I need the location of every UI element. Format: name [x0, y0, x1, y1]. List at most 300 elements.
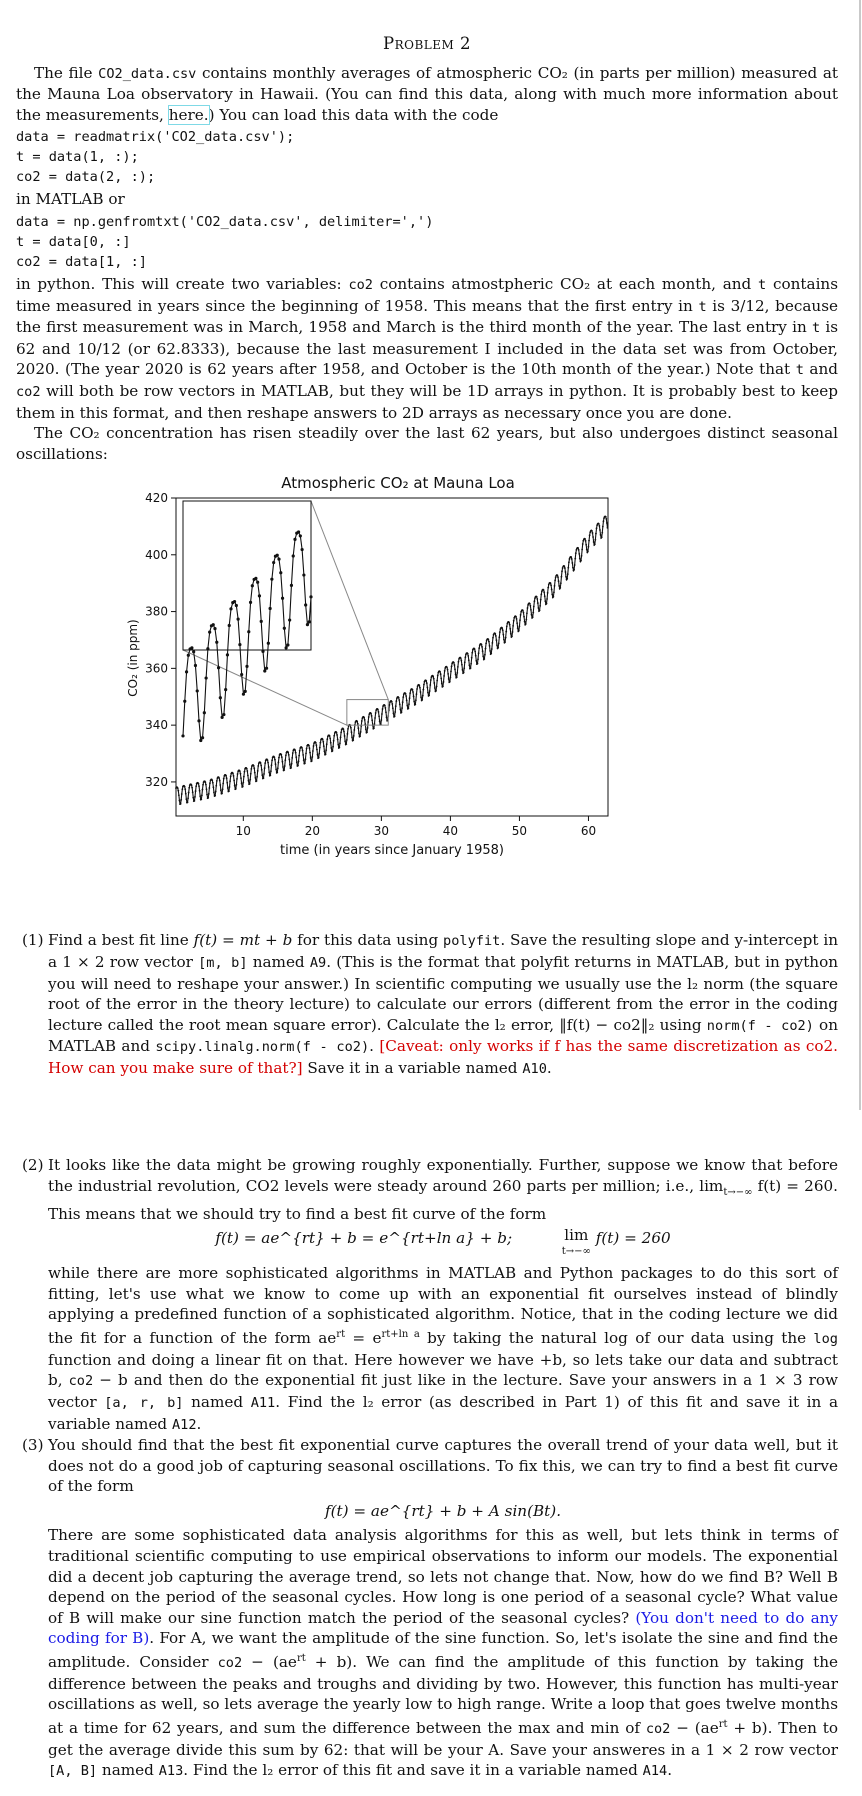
- inset-data-point: [233, 600, 236, 603]
- data-point: [202, 784, 204, 786]
- data-point: [519, 626, 521, 628]
- data-point: [436, 680, 438, 682]
- data-point: [580, 560, 582, 562]
- data-point: [401, 707, 403, 709]
- data-point: [302, 750, 304, 752]
- data-point: [373, 728, 375, 730]
- data-point: [269, 775, 271, 777]
- data-point: [475, 655, 477, 657]
- data-point: [552, 596, 554, 598]
- data-point: [579, 558, 581, 560]
- data-point: [384, 705, 386, 707]
- data-point: [185, 793, 187, 795]
- data-point: [281, 757, 283, 759]
- data-point: [268, 766, 270, 768]
- inset-data-point: [181, 735, 184, 738]
- data-point: [191, 785, 193, 787]
- data-point: [581, 555, 583, 557]
- inset-data-point: [263, 670, 266, 673]
- data-point: [359, 736, 361, 738]
- data-point: [357, 728, 359, 730]
- data-point: [463, 668, 465, 670]
- data-point: [260, 765, 262, 767]
- data-point: [503, 639, 505, 641]
- data-point: [527, 607, 529, 609]
- data-point: [405, 695, 407, 697]
- data-point: [329, 738, 331, 740]
- data-point: [357, 723, 359, 725]
- data-point: [206, 794, 208, 796]
- data-point: [236, 784, 238, 786]
- data-point: [377, 709, 379, 711]
- data-point: [264, 763, 266, 765]
- data-point: [492, 642, 494, 644]
- data-point: [461, 664, 463, 666]
- inset-data-point: [276, 554, 279, 557]
- data-point: [592, 536, 594, 538]
- data-point: [607, 527, 609, 529]
- data-point: [215, 785, 217, 787]
- data-point: [202, 789, 204, 791]
- data-point: [426, 683, 428, 685]
- data-point: [313, 745, 315, 747]
- data-point: [419, 687, 421, 689]
- data-point: [222, 789, 224, 791]
- data-point: [212, 782, 214, 784]
- data-point: [385, 712, 387, 714]
- data-point: [253, 765, 255, 767]
- data-point: [605, 518, 607, 520]
- data-point: [471, 652, 473, 654]
- data-point: [532, 617, 534, 619]
- data-point: [425, 680, 427, 682]
- data-point: [248, 780, 250, 782]
- data-point: [533, 606, 535, 608]
- inset-data-point: [199, 739, 202, 742]
- inset-data-point: [190, 647, 193, 650]
- data-point: [282, 761, 284, 763]
- data-point: [361, 720, 363, 722]
- data-point: [325, 750, 327, 752]
- data-point: [455, 674, 457, 676]
- data-point: [297, 765, 299, 767]
- data-point: [340, 737, 342, 739]
- data-point: [600, 534, 602, 536]
- data-point: [605, 516, 607, 518]
- data-point: [489, 645, 491, 647]
- data-point: [554, 585, 556, 587]
- data-point: [427, 692, 429, 694]
- data-point: [437, 675, 439, 677]
- data-point: [506, 626, 508, 628]
- data-point: [529, 603, 531, 605]
- data-point: [394, 716, 396, 718]
- data-point: [332, 750, 334, 752]
- inset-data-point: [297, 531, 300, 534]
- data-point: [456, 672, 458, 674]
- data-point: [502, 634, 504, 636]
- data-point: [284, 760, 286, 762]
- data-point: [247, 775, 249, 777]
- data-point: [283, 770, 285, 772]
- data-point: [418, 685, 420, 687]
- inset-data-point: [245, 665, 248, 668]
- data-point: [413, 701, 415, 703]
- data-point: [513, 620, 515, 622]
- data-point: [358, 733, 360, 735]
- data-point: [391, 701, 393, 703]
- data-point: [457, 666, 459, 668]
- data-point: [439, 671, 441, 673]
- data-point: [187, 798, 189, 800]
- data-point: [402, 702, 404, 704]
- data-point: [244, 771, 246, 773]
- data-point: [299, 750, 301, 752]
- data-point: [446, 667, 448, 669]
- inset-data-point: [304, 604, 307, 607]
- data-point: [454, 669, 456, 671]
- problem-title: Problem 2: [382, 34, 472, 53]
- data-point: [292, 752, 294, 754]
- data-point: [450, 677, 452, 679]
- data-point: [498, 643, 500, 645]
- data-point: [483, 658, 485, 660]
- data-point: [317, 754, 319, 756]
- data-point: [599, 529, 601, 531]
- y-axis-label: CO₂ (in ppm): [126, 619, 140, 698]
- data-point: [264, 768, 266, 770]
- data-point: [429, 690, 431, 692]
- data-point: [296, 762, 298, 764]
- data-point: [512, 631, 514, 633]
- data-point: [481, 644, 483, 646]
- data-point: [365, 729, 367, 731]
- data-point: [325, 754, 327, 756]
- inset-data-point: [197, 720, 200, 723]
- data-point: [195, 790, 197, 792]
- data-point: [374, 717, 376, 719]
- data-point: [578, 553, 580, 555]
- x-axis-label: time (in years since January 1958): [280, 843, 504, 859]
- data-point: [395, 700, 397, 702]
- data-point: [460, 660, 462, 662]
- data-point: [460, 658, 462, 660]
- data-point: [508, 622, 510, 624]
- data-point: [429, 684, 431, 686]
- data-point: [592, 532, 594, 534]
- data-point: [464, 662, 466, 664]
- data-point: [564, 567, 566, 569]
- data-point: [180, 799, 182, 801]
- data-point: [184, 789, 186, 791]
- inset-data-point: [219, 696, 222, 699]
- data-point: [471, 657, 473, 659]
- data-point: [496, 640, 498, 642]
- data-point: [543, 592, 545, 594]
- data-point: [482, 656, 484, 658]
- data-point: [261, 769, 263, 771]
- data-point: [375, 712, 377, 714]
- inset-data-point: [240, 673, 243, 676]
- inset-data-point: [222, 713, 225, 716]
- data-point: [277, 768, 279, 770]
- data-point: [539, 605, 541, 607]
- inset-data-point: [228, 624, 231, 627]
- data-point: [234, 785, 236, 787]
- data-source-link[interactable]: here.: [168, 105, 209, 124]
- data-point: [347, 733, 349, 735]
- data-point: [230, 776, 232, 778]
- data-point: [554, 580, 556, 582]
- data-point: [199, 790, 201, 792]
- y-tick-label: 340: [145, 718, 168, 733]
- data-point: [374, 723, 376, 725]
- data-point: [242, 782, 244, 784]
- data-point: [332, 746, 334, 748]
- data-point: [192, 792, 194, 794]
- data-point: [536, 596, 538, 598]
- data-point: [570, 556, 572, 558]
- data-point: [557, 575, 559, 577]
- data-point: [204, 782, 206, 784]
- data-point: [578, 549, 580, 551]
- data-point: [531, 614, 533, 616]
- data-point: [394, 711, 396, 713]
- data-point: [381, 713, 383, 715]
- inset-data-point: [238, 643, 241, 646]
- x-tick-label: 20: [304, 824, 320, 839]
- data-point: [188, 787, 190, 789]
- data-point: [423, 684, 425, 686]
- data-point: [484, 654, 486, 656]
- data-point: [276, 772, 278, 774]
- data-point: [433, 678, 435, 680]
- data-point: [382, 708, 384, 710]
- inset-data-point: [205, 677, 208, 680]
- data-point: [598, 525, 600, 527]
- data-point: [594, 539, 596, 541]
- data-point: [326, 739, 328, 741]
- data-point: [533, 601, 535, 603]
- data-point: [221, 793, 223, 795]
- data-point: [453, 662, 455, 664]
- b-coding-note: (You don't need to do any coding for B): [48, 1608, 838, 1648]
- data-point: [301, 747, 303, 749]
- data-point: [310, 757, 312, 759]
- data-point: [233, 775, 235, 777]
- inset-data-point: [283, 627, 286, 630]
- data-point: [343, 729, 345, 731]
- y-tick-label: 320: [145, 775, 168, 790]
- data-point: [282, 766, 284, 768]
- data-point: [567, 567, 569, 569]
- data-point: [596, 528, 598, 530]
- part-2: (2) It looks like the data might be growing roughly exponentially. Further, suppose we know that before the industrial revolution, CO2 levels were steady around 260 parts per million; i.e., $\lim_{t\to-\infty} f(t) = 260$. This means that we should try to find a best fit curve of the form f(t) = ae^{rt} + b = e^{rt+ln a} + b; lim t→−∞ f(t) = 260 while there are more sophisticated algorithms in MATLAB and Python packages to do this sort of fitting, let's use what we know to come up with an exponential fit ourselves instead of blindly applying a predefined function of a sophisticated algorithm. Notice, that in the coding lecture we did the fit for a function of the form $ae^{rt} = e^{rt+ln a}$ by taking the natural log of our data using the log function and doing a linear fit on that. Here however we have +b, so lets take our data and subtract b, co2 − b and then do the exponential fit just like in the lecture. Save your answers in a 1 × 3 row vector [a, r, b] named A11. Find the l₂ error (as described in Part 1) of this fit and save it in a variable named A12.: [22, 1156, 838, 1433]
- data-point: [546, 598, 548, 600]
- data-point: [240, 778, 242, 780]
- data-point: [306, 748, 308, 750]
- data-point: [420, 691, 422, 693]
- data-point: [443, 675, 445, 677]
- inset-data-point: [196, 690, 199, 693]
- data-point: [343, 731, 345, 733]
- data-point: [585, 540, 587, 542]
- inset-data-point: [194, 664, 197, 667]
- data-point: [267, 760, 269, 762]
- data-point: [492, 637, 494, 639]
- data-point: [298, 755, 300, 757]
- data-point: [416, 694, 418, 696]
- data-point: [181, 789, 183, 791]
- data-point: [523, 612, 525, 614]
- inset-data-point: [265, 667, 268, 670]
- data-point: [280, 754, 282, 756]
- data-point: [517, 628, 519, 630]
- data-point: [254, 772, 256, 774]
- data-point: [356, 721, 358, 723]
- data-point: [243, 776, 245, 778]
- data-point: [550, 583, 552, 585]
- data-point: [305, 759, 307, 761]
- data-point: [288, 759, 290, 761]
- data-point: [220, 790, 222, 792]
- data-point: [345, 744, 347, 746]
- data-point: [543, 589, 545, 591]
- data-point: [213, 792, 215, 794]
- data-point: [510, 633, 512, 635]
- data-point: [451, 666, 453, 668]
- inset-data-point: [267, 642, 270, 645]
- inset-data-point: [260, 620, 263, 623]
- data-point: [560, 583, 562, 585]
- data-point: [416, 688, 418, 690]
- data-point: [428, 695, 430, 697]
- data-point: [326, 744, 328, 746]
- inset-data-point: [229, 608, 232, 611]
- data-point: [539, 610, 541, 612]
- data-point: [329, 735, 331, 737]
- data-point: [333, 735, 335, 737]
- data-point: [522, 610, 524, 612]
- data-point: [179, 800, 181, 802]
- data-point: [573, 569, 575, 571]
- data-point: [389, 704, 391, 706]
- data-point: [565, 576, 567, 578]
- data-point: [412, 691, 414, 693]
- part-3: (3) You should find that the best fit exponential curve captures the overall trend of your data well, but it does not do a good job of capturing seasonal oscillations. To fix this, we can try to find a best fit curve of the form f(t) = ae^{rt} + b + A sin(Bt). There are some sophisticated data analysis algorithms for this as well, but lets think in terms of traditional scientific computing to use empirical observations to inform our models. The exponential did a decent job capturing the average trend, so lets not change that. Now, how do we find B? Well B depend on the period of the seasonal cycles. How long is one period of a seasonal cycle? What value of B will make our sine function match the period of the seasonal cycles? (You don't need to do any coding for B). For A, we want the amplitude of the sine function. So, let's isolate the sine and find the amplitude. Consider $co2 - (ae^{rt} + b)$. We can find the amplitude of this function by taking the difference between the peaks and troughs and dividing by two. However, this function has multi-year oscillations as well, so lets average the yearly low to high range. Write a loop that goes twelve months at a time for 62 years, and sum the difference between the max and min of $co2 - (ae^{rt} + b)$. Then to get the average divide this sum by 62: that will be your A. Save your answeres in a 1 × 2 row vector [A, B] named A13. Find the l₂ error of this fit and save it in a variable named A14.: [22, 1436, 839, 1780]
- inset-data-point: [201, 736, 204, 739]
- data-point: [551, 589, 553, 591]
- data-point: [368, 716, 370, 718]
- data-point: [558, 581, 560, 583]
- data-point: [344, 735, 346, 737]
- inset-data-point: [183, 700, 186, 703]
- data-point: [271, 760, 273, 762]
- data-point: [574, 558, 576, 560]
- data-point: [323, 746, 325, 748]
- data-point: [353, 729, 355, 731]
- data-point: [519, 620, 521, 622]
- data-point: [253, 768, 255, 770]
- exponential-fit-equation: f(t) = ae^{rt} + b = e^{rt+ln a} + b; lim t→−∞ f(t) = 260: [215, 1226, 671, 1258]
- y-tick-label: 380: [145, 604, 168, 619]
- data-point: [237, 773, 239, 775]
- y-axis: [145, 491, 176, 789]
- data-point: [559, 587, 561, 589]
- data-point: [536, 598, 538, 600]
- inset-data-point: [256, 581, 259, 584]
- data-point: [367, 721, 369, 723]
- data-point: [395, 706, 397, 708]
- data-point: [485, 648, 487, 650]
- data-point: [415, 700, 417, 702]
- data-point: [284, 765, 286, 767]
- data-point: [188, 792, 190, 794]
- data-point: [422, 689, 424, 691]
- inset-data-point: [286, 644, 289, 647]
- data-point: [470, 668, 472, 670]
- data-point: [496, 645, 498, 647]
- data-point: [509, 624, 511, 626]
- data-point: [406, 700, 408, 702]
- data-point: [593, 541, 595, 543]
- data-point: [478, 653, 480, 655]
- data-point: [295, 757, 297, 759]
- data-point: [198, 786, 200, 788]
- data-point: [582, 543, 584, 545]
- data-point: [298, 761, 300, 763]
- data-point: [219, 784, 221, 786]
- inset-data-point: [215, 641, 218, 644]
- inset-data-point: [251, 584, 254, 587]
- inset-data-point: [292, 555, 295, 558]
- data-point: [540, 594, 542, 596]
- data-point: [409, 693, 411, 695]
- data-point: [399, 709, 401, 711]
- data-point: [456, 677, 458, 679]
- data-point: [409, 698, 411, 700]
- data-point: [275, 769, 277, 771]
- inset-data-point: [244, 690, 247, 693]
- data-point: [322, 741, 324, 743]
- data-point: [318, 753, 320, 755]
- data-point: [391, 703, 393, 705]
- data-point: [378, 716, 380, 718]
- data-point: [413, 696, 415, 698]
- data-point: [219, 780, 221, 782]
- data-point: [246, 768, 248, 770]
- data-point: [585, 544, 587, 546]
- matlab-code-block: data = readmatrix('CO2_data.csv'); t = data(1, :); co2 = data(2, :);: [16, 129, 295, 186]
- inset-data-point: [237, 618, 240, 621]
- data-point: [209, 783, 211, 785]
- data-point: [318, 757, 320, 759]
- data-point: [433, 682, 435, 684]
- data-point: [491, 648, 493, 650]
- x-axis: [236, 816, 596, 838]
- data-point: [501, 627, 503, 629]
- part-number: (2): [22, 1156, 44, 1175]
- page-edge-rule: [859, 0, 861, 1110]
- data-point: [398, 697, 400, 699]
- co2-chart-figure: [16, 468, 838, 938]
- data-point: [525, 619, 527, 621]
- data-point: [285, 755, 287, 757]
- data-point: [577, 547, 579, 549]
- data-point: [212, 787, 214, 789]
- y-tick-label: 420: [145, 491, 168, 506]
- data-point: [208, 793, 210, 795]
